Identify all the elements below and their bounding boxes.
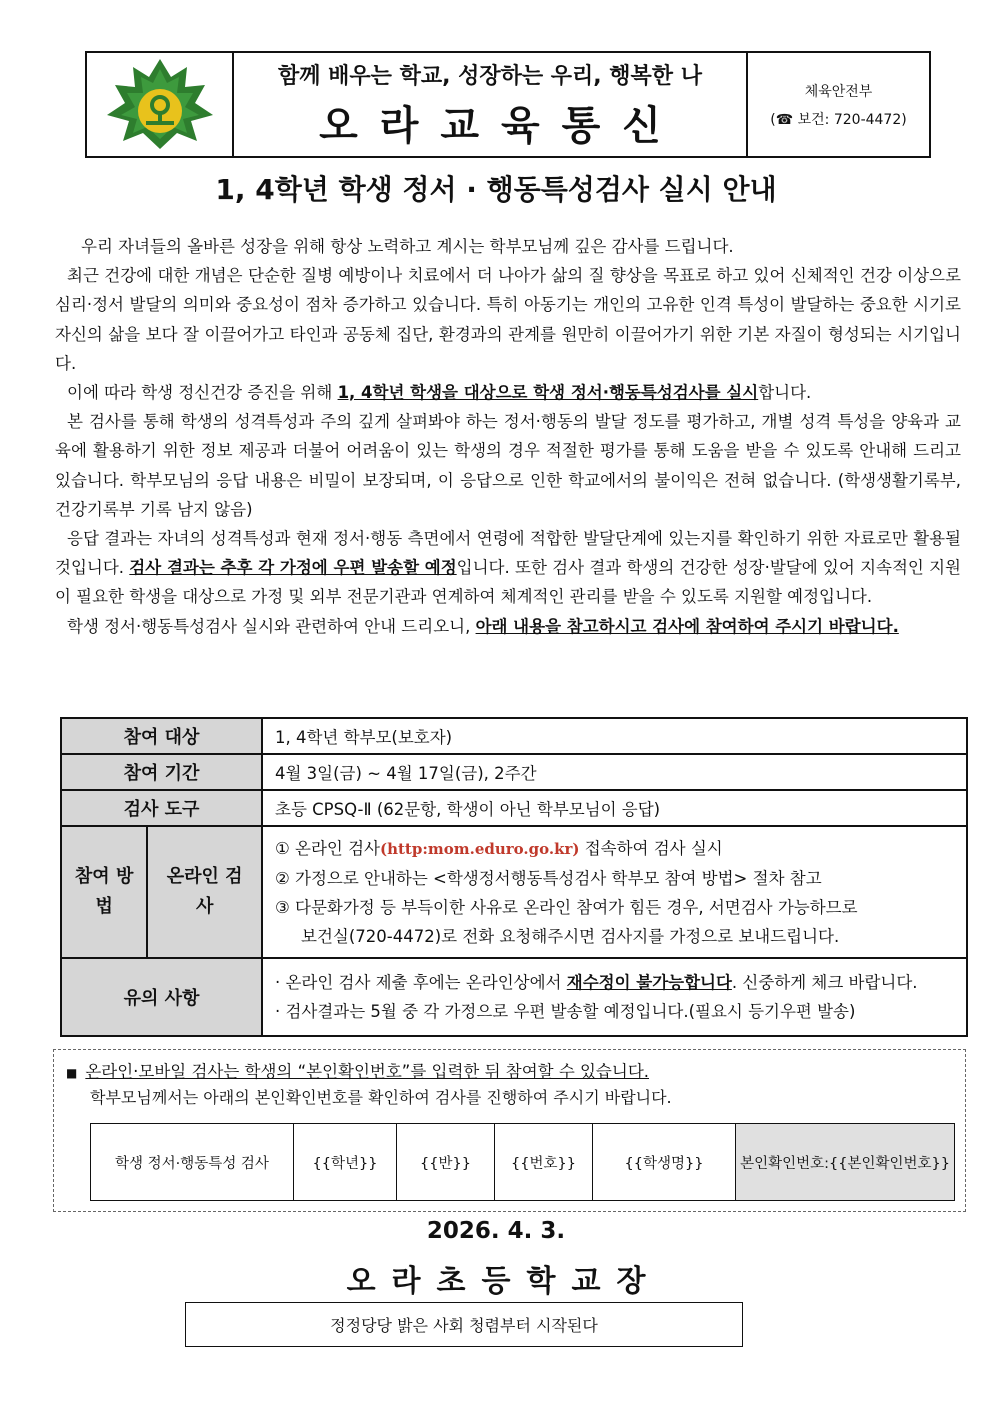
step-1 — [275, 834, 954, 864]
id-cell-grade: {{학년}} — [294, 1124, 397, 1201]
p6-text: 학생 정서·행동특성검사 실시와 관련하여 안내 드리오니, — [67, 616, 476, 636]
online-label: 온라인 검사 — [147, 826, 262, 958]
id-cell-number: {{번호}} — [495, 1124, 593, 1201]
notice-box — [53, 1049, 966, 1212]
note-1 — [275, 968, 954, 997]
method-steps — [262, 826, 967, 958]
document-title: 1, 4학년 학생 정서 · 행동특성검사 실시 안내 — [215, 173, 777, 206]
paragraph-2: 최근 건강에 대한 개념은 단순한 질병 예방이나 치료에서 더 나아가 삶의 질 향상을 목표로 하고 있어 신체적인 건강 이상으로 심리·정서 발달의 의미와 중요성이 점차 증가하고 있습니다. 특히 아동기는 개인의 고유한 인격 특성이 발달하는 중요한 시기로 자신의 삶을 보다 잘 이끌어가고 타인과 공동체 집단, 환경과의 관계를 원만히 이끌어가기 위한 기본 자질이 형성되는 시기입니다. — [55, 266, 961, 373]
body-text — [55, 232, 961, 641]
id-cell-name: {{학생명}} — [593, 1124, 736, 1201]
p5-text: 응답 결과는 자녀의 성격특성과 현재 정서·행동 측면에서 연령에 적합한 발달단계에 있는지를 확인하기 위한 자료로만 활용될 것입니다. — [55, 529, 961, 578]
notes-label: 유의 사항 — [61, 958, 262, 1036]
paragraph-6 — [55, 612, 961, 641]
step-1-text: ① 온라인 검사 — [275, 838, 380, 858]
contact-phone: (☎ 보건: 720-4472) — [770, 111, 907, 128]
target-value: 1, 4학년 학부모(보호자) — [262, 718, 967, 754]
period-label: 참여 기간 — [61, 754, 262, 790]
table-row — [61, 826, 967, 958]
paragraph-5 — [55, 524, 961, 612]
p5-emphasis: 검사 결과는 추후 각 가정에 우편 발송할 예정 — [129, 558, 457, 578]
newsletter-title: 오라교육통신 — [319, 102, 683, 149]
step-1-end: 접속하여 검사 실시 — [579, 838, 723, 858]
issue-date: 2026. 4. 3. — [426, 1218, 566, 1244]
table-row — [61, 754, 967, 790]
motto-text: 정정당당 밝은 사회 청렴부터 시작된다 — [330, 1316, 598, 1335]
table-row — [91, 1124, 955, 1201]
principal-signature: 오라초등학교장 — [346, 1264, 662, 1299]
school-emblem-icon — [101, 55, 219, 155]
info-table — [60, 717, 968, 1037]
p6-emphasis: 아래 내용을 참고하시고 검사에 참여하여 주시기 바랍니다. — [475, 616, 899, 636]
note-2: · 검사결과는 5월 중 각 가정으로 우편 발송할 예정입니다.(필요시 등기우편 발송) — [275, 1002, 856, 1021]
p3-end: 합니다. — [758, 383, 812, 403]
notice-heading-text: 온라인·모바일 검사는 학생의 “본인확인번호”를 입력한 뒤 참여할 수 있습니다. — [85, 1062, 649, 1081]
id-cell-survey: 학생 정서·행동특성 검사 — [91, 1124, 294, 1201]
p5-end: 입니다. 또한 검사 결과 학생의 건강한 성장·발달에 있어 지속적인 지원이 필요한 학생을 대상으로 가정 및 외부 전문기관과 연계하여 체계적인 관리를 받을 수 있도록 지원할 예정입니다. — [55, 558, 961, 607]
step-3-cont: 보건실(720-4472)로 전화 요청해주시면 검사지를 가정으로 보내드립니다. — [301, 926, 840, 946]
header-contact — [748, 53, 929, 156]
tool-value: 초등 CPSQ-Ⅱ (62문항, 학생이 아닌 학부모님이 응답) — [262, 790, 967, 826]
target-label: 참여 대상 — [61, 718, 262, 754]
newsletter-header — [85, 51, 931, 158]
motto-box — [185, 1302, 743, 1347]
paragraph-1: 우리 자녀들의 올바른 성장을 위해 항상 노력하고 계시는 학부모님께 깊은 감사를 드립니다. — [81, 237, 734, 256]
notice-heading — [66, 1058, 649, 1082]
header-center — [234, 53, 748, 156]
paragraph-3 — [55, 378, 961, 407]
p3-text: 이에 따라 학생 정신건강 증진을 위해 — [67, 383, 338, 403]
method-label: 참여 방법 — [61, 826, 147, 958]
period-value: 4월 3일(금) ~ 4월 17일(금), 2주간 — [262, 754, 967, 790]
id-table — [90, 1123, 955, 1201]
school-logo — [87, 53, 234, 156]
school-slogan: 함께 배우는 학교, 성장하는 우리, 행복한 나 — [278, 63, 702, 89]
table-row — [61, 958, 967, 1036]
table-row — [61, 790, 967, 826]
p3-emphasis: 1, 4학년 학생을 대상으로 학생 정서·행동특성검사를 실시 — [337, 383, 759, 403]
id-cell-confirm-number: 본인확인번호:{{본인확인번호}} — [736, 1124, 955, 1201]
note-1-emphasis: 재수정이 불가능합니다 — [566, 973, 732, 992]
table-row — [61, 718, 967, 754]
tool-label: 검사 도구 — [61, 790, 262, 826]
note-1-end: . 신중하게 체크 바랍니다. — [731, 973, 918, 992]
department-name: 체육안전부 — [804, 83, 873, 100]
survey-url-link[interactable]: (http:mom.eduro.go.kr) — [379, 839, 580, 858]
step-3: ③ 다문화가정 등 부득이한 사유로 온라인 참여가 힘든 경우, 서면검사 가능하므로 — [275, 897, 858, 917]
notice-body: 학부모님께서는 아래의 본인확인번호를 확인하여 검사를 진행하여 주시기 바랍니다. — [90, 1088, 672, 1107]
id-cell-class: {{반}} — [397, 1124, 495, 1201]
note-1-text: · 온라인 검사 제출 후에는 온라인상에서 — [275, 973, 567, 992]
square-bullet-icon: ■ — [66, 1066, 78, 1080]
step-2: ② 가정으로 안내하는 <학생정서행동특성검사 학부모 참여 방법> 절차 참고 — [275, 868, 822, 888]
notes-content — [262, 958, 967, 1036]
paragraph-4: 본 검사를 통해 학생의 성격특성과 주의 깊게 살펴봐야 하는 정서·행동의 발달 정도를 평가하고, 개별 성격 특성을 양육과 교육에 활용하기 위한 정보 제공과 더불어 어려움이 있는 학생의 경우 적절한 평가를 통해 도움을 받을 수 있도록 안내해 드리고 있습니다. 학부모님의 응답 내용은 비밀이 보장되며, 이 응답으로 인한 학교에서의 불이익은 전혀 없습니다. (학생생활기록부, 건강기록부 기록 남지 않음) — [55, 412, 961, 519]
